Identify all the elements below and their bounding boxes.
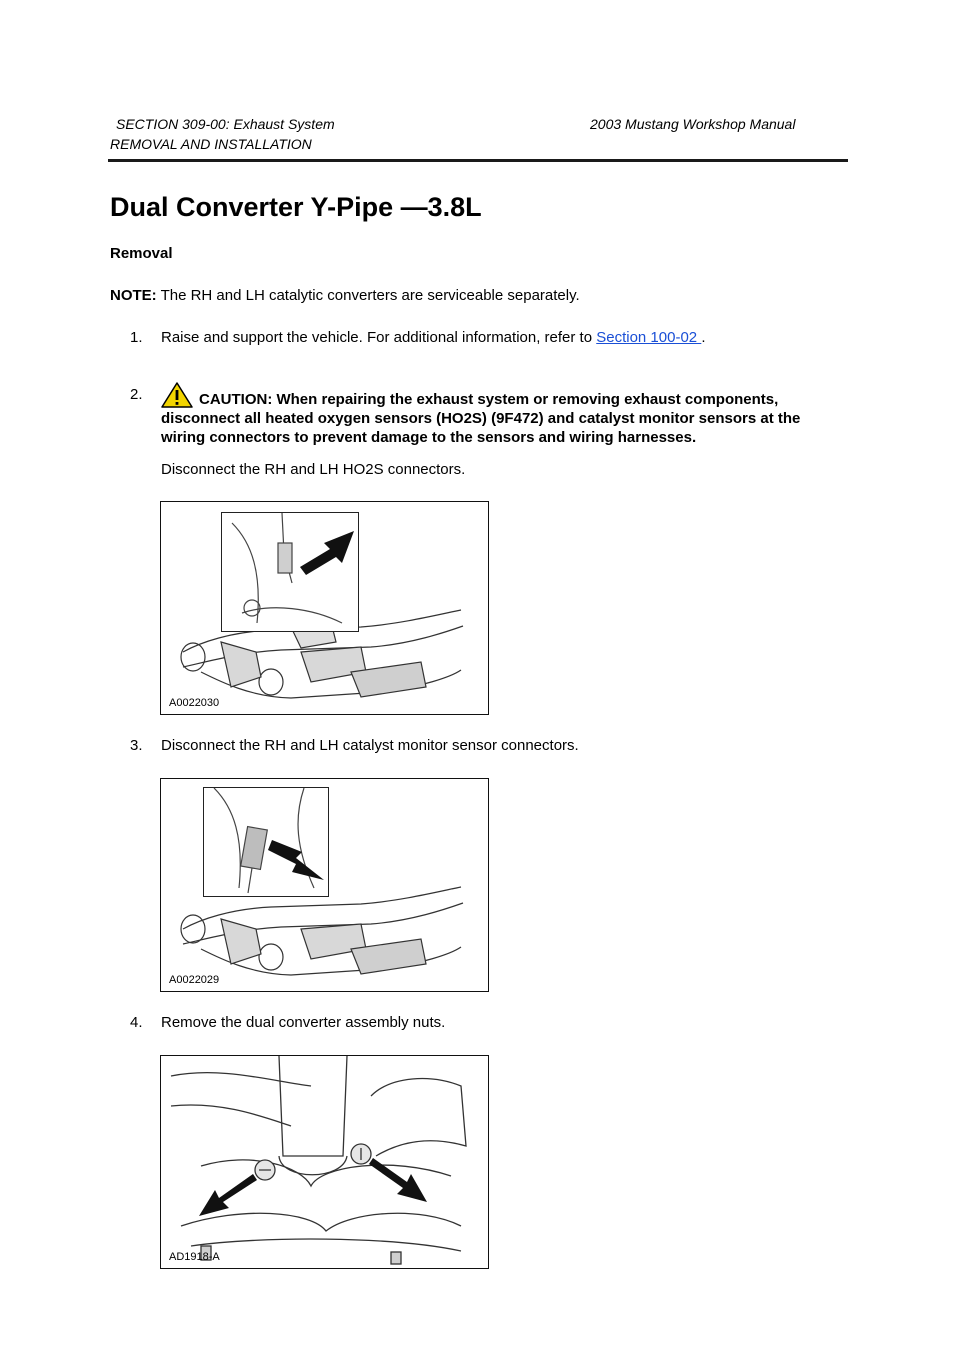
step-1-text xyxy=(161,329,705,346)
step-3-text: Disconnect the RH and LH catalyst monitor sensor connectors. xyxy=(161,737,579,754)
figure-3-id: AD1918-A xyxy=(169,1251,220,1263)
header-section: SECTION 309-00: Exhaust System xyxy=(116,116,335,132)
figure-1-inset xyxy=(221,512,359,632)
figure-catalyst-monitor-connectors xyxy=(160,778,489,992)
header-manual: 2003 Mustang Workshop Manual xyxy=(590,116,796,132)
header-subheading: REMOVAL AND INSTALLATION xyxy=(110,136,312,152)
step-4-text: Remove the dual converter assembly nuts. xyxy=(161,1014,446,1031)
step-1-text-after: . xyxy=(701,329,706,346)
header-rule xyxy=(108,159,848,162)
caution-block xyxy=(161,382,841,447)
warning-triangle-icon xyxy=(161,382,193,408)
caution-text: CAUTION: When repairing the exhaust system or removing exhaust components, disconnect all heated oxygen sensors (HO2S) (9F472) and catalyst monitor sensors at the wiring connectors to prevent damage to the sensors and wiring harnesses. xyxy=(161,391,801,446)
step-4-number: 4. xyxy=(130,1014,143,1031)
figure-converter-nuts xyxy=(160,1055,489,1269)
step-2-number: 2. xyxy=(130,386,143,403)
figure-1-id: A0022030 xyxy=(169,697,220,709)
note-text: The RH and LH catalytic converters are serviceable separately. xyxy=(156,287,580,304)
step-1-number: 1. xyxy=(130,329,143,346)
step-3-number: 3. xyxy=(130,737,143,754)
removal-heading: Removal xyxy=(110,245,173,262)
page-title: Dual Converter Y-Pipe —3.8L xyxy=(110,192,482,222)
figure-ho2s-connectors xyxy=(160,501,489,715)
figure-2-id: A0022029 xyxy=(169,974,220,986)
note xyxy=(110,287,580,304)
step-2-text: Disconnect the RH and LH HO2S connectors. xyxy=(161,461,466,478)
note-label: NOTE: xyxy=(110,287,157,304)
figure-2-inset xyxy=(203,787,329,897)
section-100-02-link[interactable]: Section 100-02 xyxy=(596,329,702,346)
step-1-text-before: Raise and support the vehicle. For additional information, refer to xyxy=(161,329,597,346)
